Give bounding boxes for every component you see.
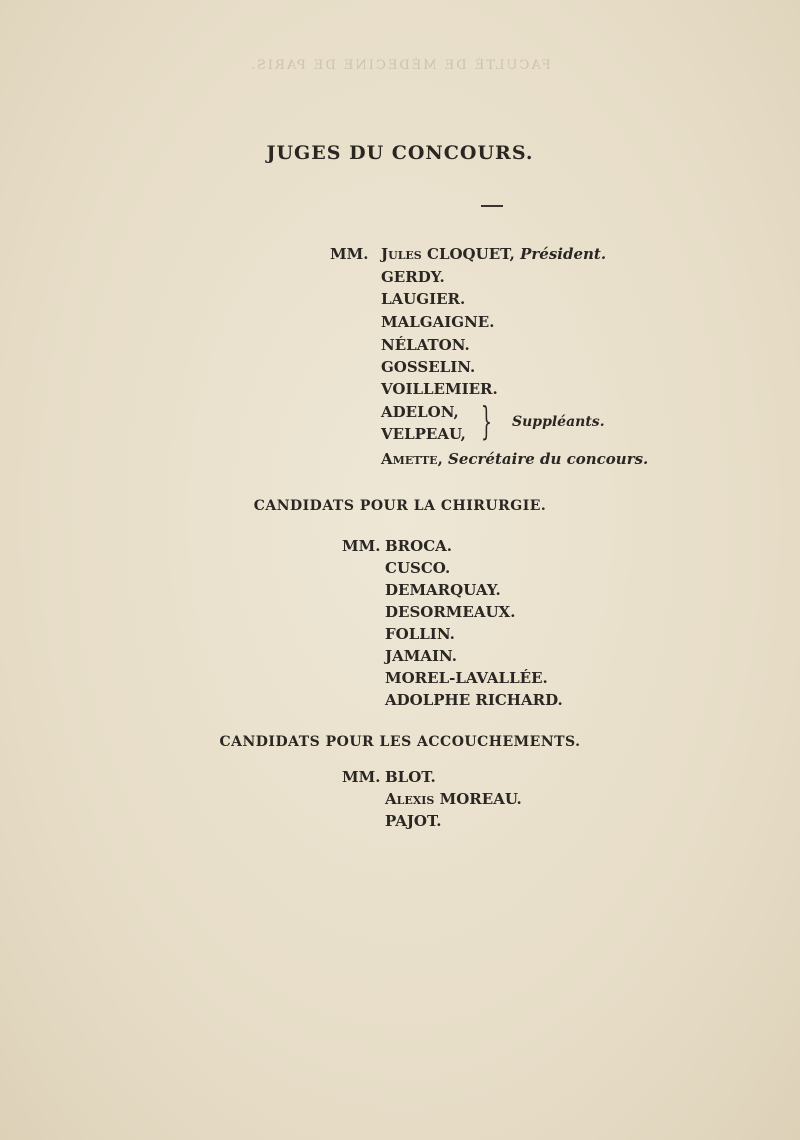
judge-president: Jules CLOQUET, Président.	[381, 245, 607, 263]
candidate-surname: MOREAU.	[439, 790, 522, 808]
substitute-name: ADELON,	[381, 403, 459, 421]
obstetrics-candidate: PAJOT.	[385, 812, 442, 830]
contest-secretary: Amette, Secrétaire du concours.	[381, 450, 649, 468]
substitute-name: VELPEAU,	[381, 425, 466, 443]
judge-name: LAUGIER.	[381, 290, 466, 308]
obstetrics-candidate: BLOT.	[385, 768, 436, 786]
page-title: JUGES DU CONCOURS.	[266, 142, 534, 164]
judge-name: GERDY.	[381, 268, 445, 286]
substitutes-label: Suppléants.	[512, 414, 605, 430]
candidate-first-name: Alexis	[385, 790, 435, 808]
secretary-role: Secrétaire du concours.	[448, 450, 649, 468]
surgery-prefix: MM.	[342, 537, 381, 555]
judge-first-name: Jules	[381, 245, 422, 263]
judge-name: NÉLATON.	[381, 336, 470, 354]
obstetrics-prefix: MM.	[342, 768, 381, 786]
surgery-candidate: FOLLIN.	[385, 625, 455, 643]
surgery-candidate: DESORMEAUX.	[385, 603, 516, 621]
surgery-candidate: BROCA.	[385, 537, 453, 555]
judge-surname: CLOQUET	[427, 245, 510, 263]
surgery-candidate: DEMARQUAY.	[385, 581, 501, 599]
surgery-candidate: CUSCO.	[385, 559, 451, 577]
surgery-candidate: ADOLPHE RICHARD.	[385, 691, 563, 709]
judge-role: Président.	[520, 245, 607, 263]
surgery-candidates-heading: CANDIDATS POUR LA CHIRURGIE.	[253, 498, 547, 514]
obstetrics-candidates-heading: CANDIDATS POUR LES ACCOUCHEMENTS.	[219, 734, 581, 750]
substitutes-brace: }	[481, 399, 492, 443]
secretary-name: Amette	[381, 450, 438, 468]
title-divider	[481, 205, 503, 207]
surgery-candidate: MOREL-LAVALLÉE.	[385, 669, 548, 687]
judges-prefix: MM.	[330, 245, 369, 263]
judge-name: VOILLEMIER.	[381, 380, 498, 398]
obstetrics-candidate	[385, 790, 522, 808]
judge-name: MALGAIGNE.	[381, 313, 495, 331]
surgery-candidate: JAMAIN.	[385, 647, 457, 665]
judge-name: GOSSELIN.	[381, 358, 476, 376]
show-through-text: FACULTÉ DE MÉDECINE DE PARIS.	[249, 58, 551, 73]
